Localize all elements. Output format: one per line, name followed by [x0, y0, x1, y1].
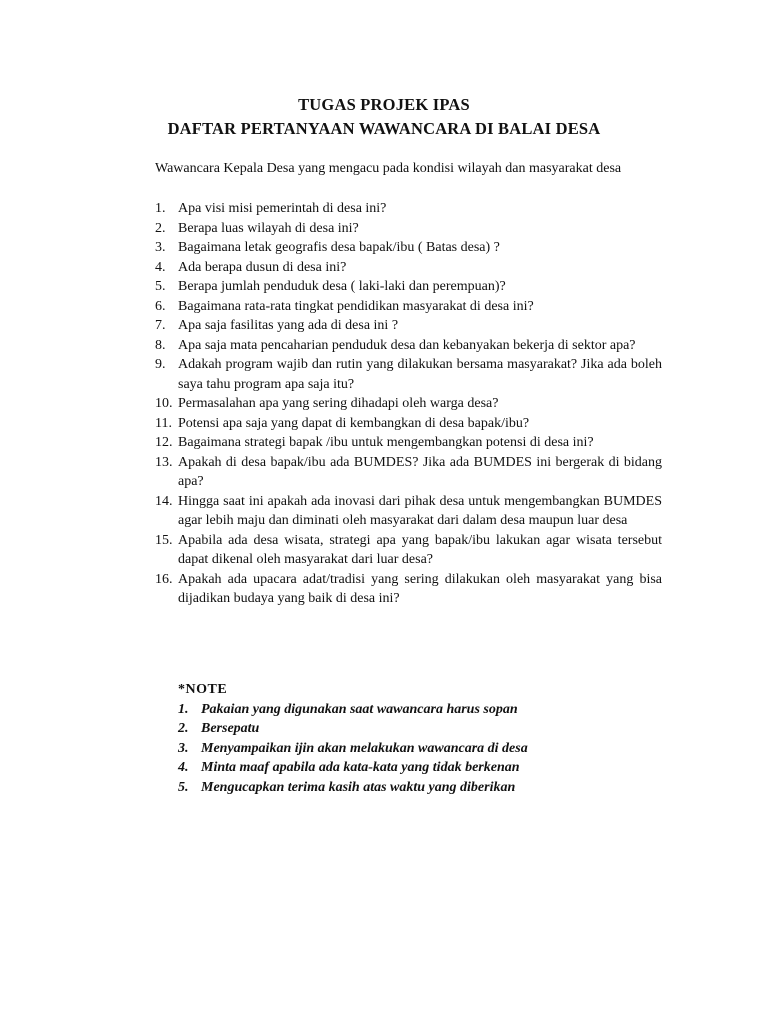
document-title: TUGAS PROJEK IPAS [298, 95, 470, 114]
question-item [155, 336, 662, 356]
note-text: Bersepatu [201, 721, 260, 736]
question-item [155, 258, 662, 278]
question-item [155, 199, 662, 219]
question-text: Apabila ada desa wisata, strategi apa yang bapak/ibu lakukan agar wisata tersebut dapat dikenal oleh masyarakat dari luar desa? [178, 532, 662, 567]
question-item [155, 453, 662, 492]
question-text: Hingga saat ini apakah ada inovasi dari pihak desa untuk mengembangkan BUMDES agar lebih maju dan diminati oleh masyarakat dari dalam desa maupun luar desa [178, 493, 662, 528]
question-number: 3. [155, 240, 166, 255]
question-number: 2. [155, 220, 166, 236]
document-subtitle: DAFTAR PERTANYAAN WAWANCARA DI BALAI DESA [167, 119, 601, 138]
question-text: Bagaimana letak geografis desa bapak/ibu ( Batas desa) ? [178, 240, 500, 255]
question-number: 11. [155, 415, 172, 431]
question-list [155, 199, 662, 609]
note-number: 5. [178, 779, 189, 795]
note-item [178, 719, 598, 739]
note-item [178, 739, 598, 759]
question-item [155, 414, 662, 434]
question-number: 15. [155, 532, 173, 548]
note-number: 3. [178, 740, 189, 756]
note-text: Menyampaikan ijin akan melakukan wawancara di desa [201, 740, 528, 756]
note-item [178, 778, 598, 798]
question-text: Apa visi misi pemerintah di desa ini? [178, 201, 387, 216]
intro-paragraph: Wawancara Kepala Desa yang mengacu pada kondisi wilayah dan masyarakat desa [155, 161, 622, 176]
question-number: 6. [155, 298, 166, 314]
question-number: 12. [155, 435, 173, 450]
question-number: 16. [155, 571, 173, 587]
note-item [178, 700, 598, 720]
question-item [155, 531, 662, 570]
note-list [178, 700, 598, 798]
question-item [155, 492, 662, 531]
question-text: Apa saja fasilitas yang ada di desa ini ? [178, 318, 399, 333]
question-number: 14. [155, 493, 173, 509]
question-number: 1. [155, 201, 166, 216]
note-section [178, 680, 598, 797]
question-number: 4. [155, 259, 166, 275]
question-item [155, 570, 662, 609]
question-item [155, 238, 662, 258]
question-item [155, 277, 662, 297]
note-item [178, 758, 598, 778]
note-text: Mengucapkan terima kasih atas waktu yang diberikan [201, 779, 516, 795]
note-number: 1. [178, 701, 189, 717]
question-item [155, 394, 662, 414]
question-text: Berapa luas wilayah di desa ini? [178, 220, 359, 236]
question-text: Bagaimana strategi bapak /ibu untuk mengembangkan potensi di desa ini? [178, 435, 594, 450]
question-text: Ada berapa dusun di desa ini? [178, 259, 347, 275]
question-text: Apakah di desa bapak/ibu ada BUMDES? Jika ada BUMDES ini bergerak di bidang apa? [178, 454, 662, 489]
question-item [155, 316, 662, 336]
note-number: 4. [178, 760, 189, 775]
note-text: Pakaian yang digunakan saat wawancara harus sopan [201, 701, 518, 717]
question-text: Potensi apa saja yang dapat di kembangkan di desa bapak/ibu? [178, 415, 530, 431]
note-number: 2. [178, 721, 189, 736]
question-text: Berapa jumlah penduduk desa ( laki-laki dan perempuan)? [178, 279, 506, 294]
question-text: Permasalahan apa yang sering dihadapi oleh warga desa? [178, 396, 499, 411]
question-item [155, 433, 662, 453]
question-number: 7. [155, 318, 166, 333]
question-number: 5. [155, 279, 166, 294]
question-item [155, 297, 662, 317]
question-number: 9. [155, 357, 166, 372]
question-number: 8. [155, 337, 166, 353]
question-item [155, 219, 662, 239]
question-text: Apakah ada upacara adat/tradisi yang sering dilakukan oleh masyarakat yang bisa dijadikan budaya yang baik di desa ini? [178, 571, 662, 606]
question-text: Bagaimana rata-rata tingkat pendidikan masyarakat di desa ini? [178, 298, 534, 314]
note-heading: *NOTE [178, 682, 228, 697]
note-text: Minta maaf apabila ada kata-kata yang tidak berkenan [201, 760, 520, 775]
question-number: 13. [155, 454, 173, 470]
question-text: Adakah program wajib dan rutin yang dilakukan bersama masyarakat? Jika ada boleh saya tahu program apa saja itu? [178, 357, 662, 392]
question-item [155, 355, 662, 394]
question-text: Apa saja mata pencaharian penduduk desa dan kebanyakan bekerja di sektor apa? [178, 337, 636, 353]
question-number: 10. [155, 396, 173, 411]
